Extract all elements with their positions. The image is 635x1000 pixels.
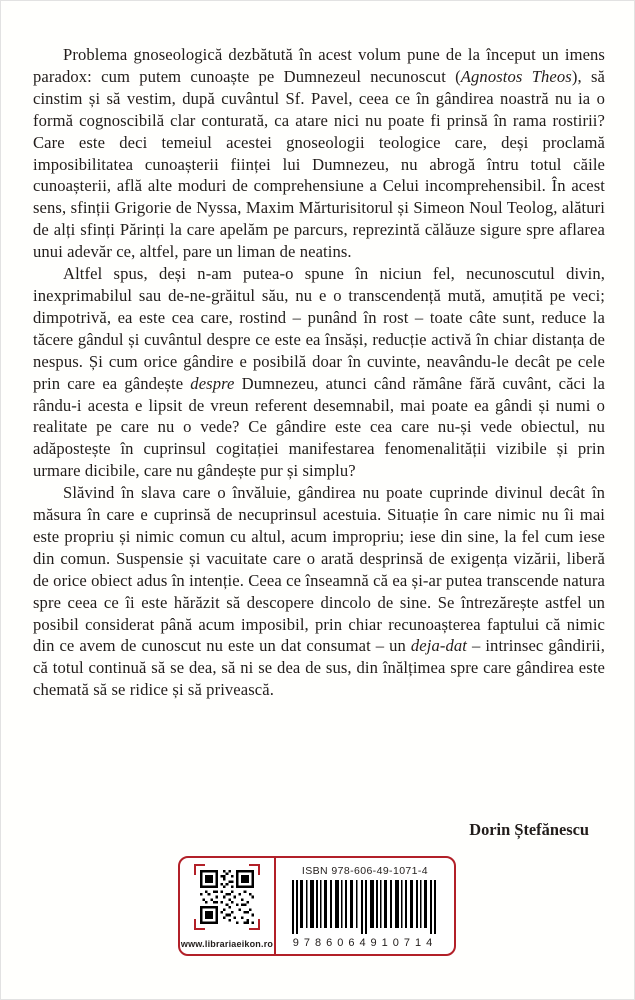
barcode-section — [276, 858, 454, 954]
qr-corner-bracket — [194, 919, 205, 930]
isbn-label: ISBN 978-606-49-1071-4 — [301, 865, 429, 877]
barcode-digits: 9786064910714 — [292, 937, 438, 949]
author-name: Dorin Ștefănescu — [469, 820, 589, 839]
qr-corner-bracket — [249, 864, 260, 875]
paragraph-3: Slăvind în slava care o învăluie, gândirea nu poate cuprinde divinul decât în măsura în care e cuprinsă de necuprinsul acestuia. Situație în care nimic nu îi mai este propriu și nimic comun cu altul, acum impropriu; iese din sine, la fel cum iese din comun. Suspensie și vacuitate care o arată desprinsă de exigența vizării, liberă de orice obiect adus în intenție. Ceea ce înseamnă că ea și-ar putea transcende natura spre ceea ce îi este hărăzit să descopere dincolo de sine. Se întrezărește astfel un posibil considerat până acum imposibil, prin chiar recunoașterea faptului că nimic din ce avem de cunoscut nu este un dat consumat – un deja-dat – intrinsec gândirii, că totul continuă să se dea, să ni se dea de sus, din înălțimea spre care gândirea este chemată să se ridice și să privească. — [33, 483, 605, 700]
qr-corner-bracket — [249, 919, 260, 930]
qr-section — [180, 858, 274, 954]
ean-barcode-icon — [290, 880, 440, 936]
paragraph-1: Problema gnoseologică dezbătută în acest volum pune de la început un imens paradox: cum putem cunoaște pe Dumnezeul necunoscut (Agnostos Theos), să cinstim și să vestim, după cuvântul Sf. Pavel, ceea ce în gândirea noastră nu ia o formă cognoscibilă clar conturată, ca atare nici nu poate fi prinsă în rama rostirii? Care este deci temeiul acestei gnoseologii teologice care, deși proclamă imposibilitatea cunoașterii ființei lui Dumnezeu, nu abrogă întru totul căile cunoașterii, află alte moduri de comprehensiune a Celui incomprehensibil. În acest sens, sfinții Grigorie de Nyssa, Maxim Mărturisitorul și Simeon Noul Teolog, alături de alți sfinți Părinți la care apelăm pe parcurs, reprezintă călăuze sigure spre aflarea unui adevăr ce, altfel, pare un liman de neatins. — [33, 45, 605, 262]
qr-code-icon — [200, 870, 254, 924]
qr-corner-bracket — [194, 864, 205, 875]
back-cover-text — [33, 44, 605, 701]
paragraph-2: Altfel spus, deși n-am putea-o spune în niciun fel, necunoscutul divin, inexprimabilul sau de-ne-grăitul său, nu e o transcendență mută, amuțită pe veci; dimpotrivă, ea este cea care, rostind – punând în rost – toate câte sunt, reduce la tăcere gândul și cuvântul despre ce este ea însăși, reducție activă în chiar distanța de nespus. Și cum orice gândire e posibilă doar în cuvinte, neavându-le decât pe cele prin care ea gândește despre Dumnezeu, atunci când rămâne fără cuvânt, căci la rându-i acesta e lipsit de vreun referent desemnabil, mai poate ea gândi și numi o realitate pe care nu o vede? Ce gândire este cea care nu-și vede obiectul, nu adăpostește în cuprinsul cogitației manifestarea fenomenalității vizibile și prin urmare dicibile, care nu gândește pur și simplu? — [33, 264, 605, 481]
website-url: www.librariaeikon.ro — [180, 939, 274, 949]
qr-frame — [194, 864, 260, 930]
isbn-box — [178, 856, 456, 956]
